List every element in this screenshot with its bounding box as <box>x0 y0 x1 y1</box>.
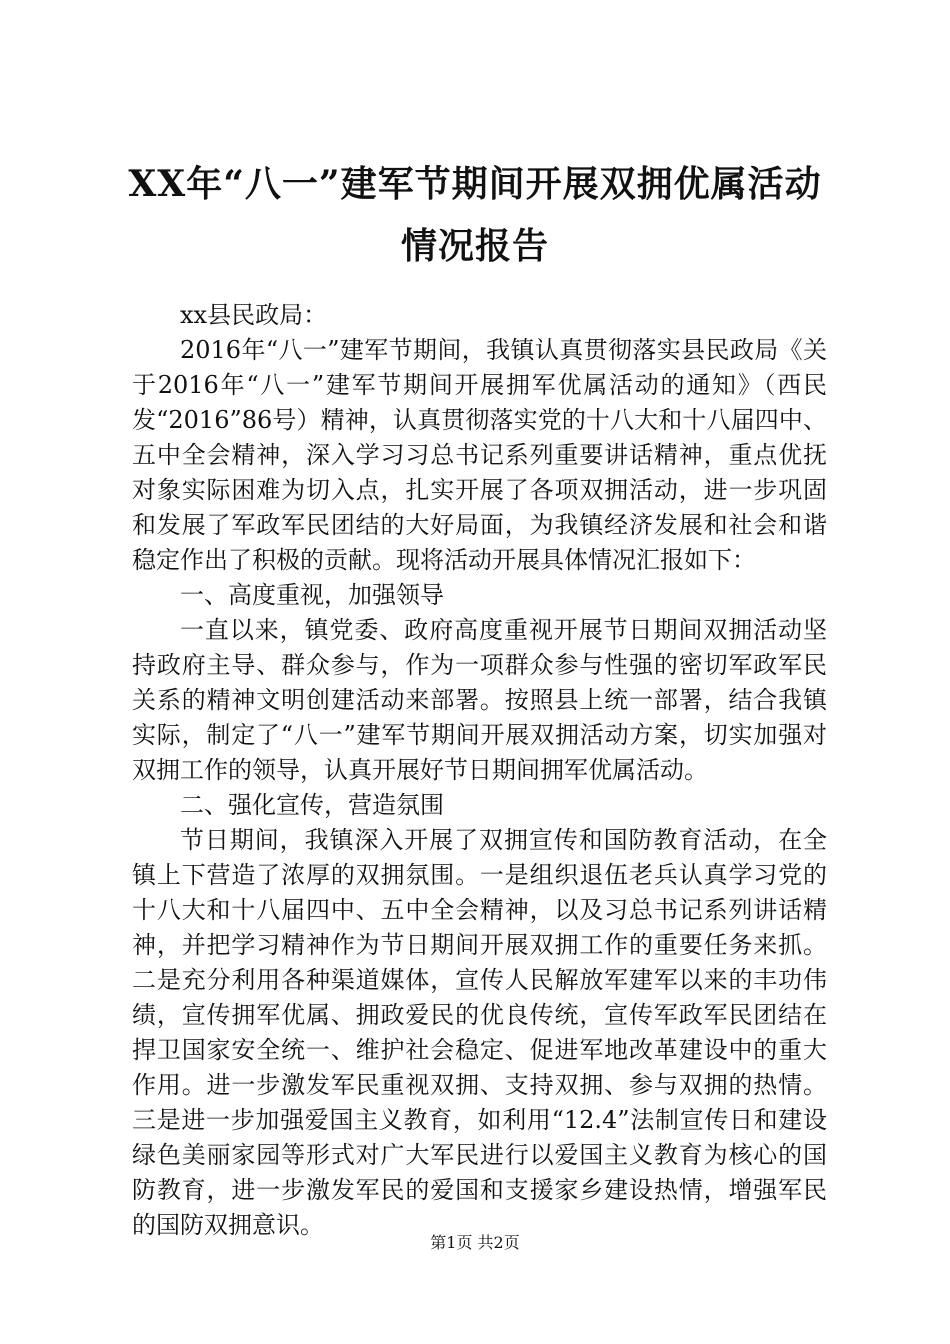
section-heading-2: 二、强化宣传，营造氛围 <box>180 791 444 819</box>
section-paragraph-1: 一直以来，镇党委、政府高度重视开展节日期间双拥活动坚持政府主导、群众参与，作为一项群众参与性强的密切军政军民关系的精神文明创建活动来部署。按照县上统一部署，结合我镇实际，制定了“八一”建军节期间开展双拥活动方案，切实加强对双拥工作的领导，认真开展好节日期间拥军优属活动。 <box>132 616 827 784</box>
document-title-line2: 情况报告 <box>400 225 549 267</box>
section-paragraph-2: 节日期间，我镇深入开展了双拥宣传和国防教育活动，在全镇上下营造了浓厚的双拥氛围。一是组织退伍老兵认真学习党的十八大和十八届四中、五中全会精神，以及习总书记系列讲话精神，并把学习精神作为节日期间开展双拥工作的重要任务来抓。二是充分利用各种渠道媒体，宣传人民解放军建军以来的丰功伟绩，宣传拥军优属、拥政爱民的优良传统，宣传军政军民团结在捍卫国家安全统一、维护社会稳定、促进军地改革建设中的重大作用。进一步激发军民重视双拥、支持双拥、参与双拥的热情。三是进一步加强爱国主义教育，如利用“12.4”法制宣传日和建设绿色美丽家园等形式对广大军民进行以爱国主义教育为核心的国防教育，进一步激发军民的爱国和支援家乡建设热情，增强军民的国防双拥意识。 <box>132 826 827 1239</box>
section-heading-1: 一、高度重视，加强领导 <box>180 581 444 609</box>
intro-paragraph: 2016年“八一”建军节期间，我镇认真贯彻落实县民政局《关于2016年“八一”建军节期间开展拥军优属活动的通知》（西民发“2016”86号）精神，认真贯彻落实党的十八大和十八届四中、五中全会精神，深入学习习总书记系列重要讲话精神，重点优抚对象实际困难为切入点，扎实开展了各项双拥活动，进一步巩固和发展了军政军民团结的大好局面，为我镇经济发展和社会和谐稳定作出了积极的贡献。现将活动开展具体情况汇报如下： <box>132 336 827 574</box>
document-title-line1: XX年“八一”建军节期间开展双拥优属活动 <box>128 163 822 205</box>
salutation: xx县民政局： <box>180 301 328 329</box>
page-footer: 第1页 共2页 <box>430 1233 520 1252</box>
document-body <box>132 298 827 1243</box>
